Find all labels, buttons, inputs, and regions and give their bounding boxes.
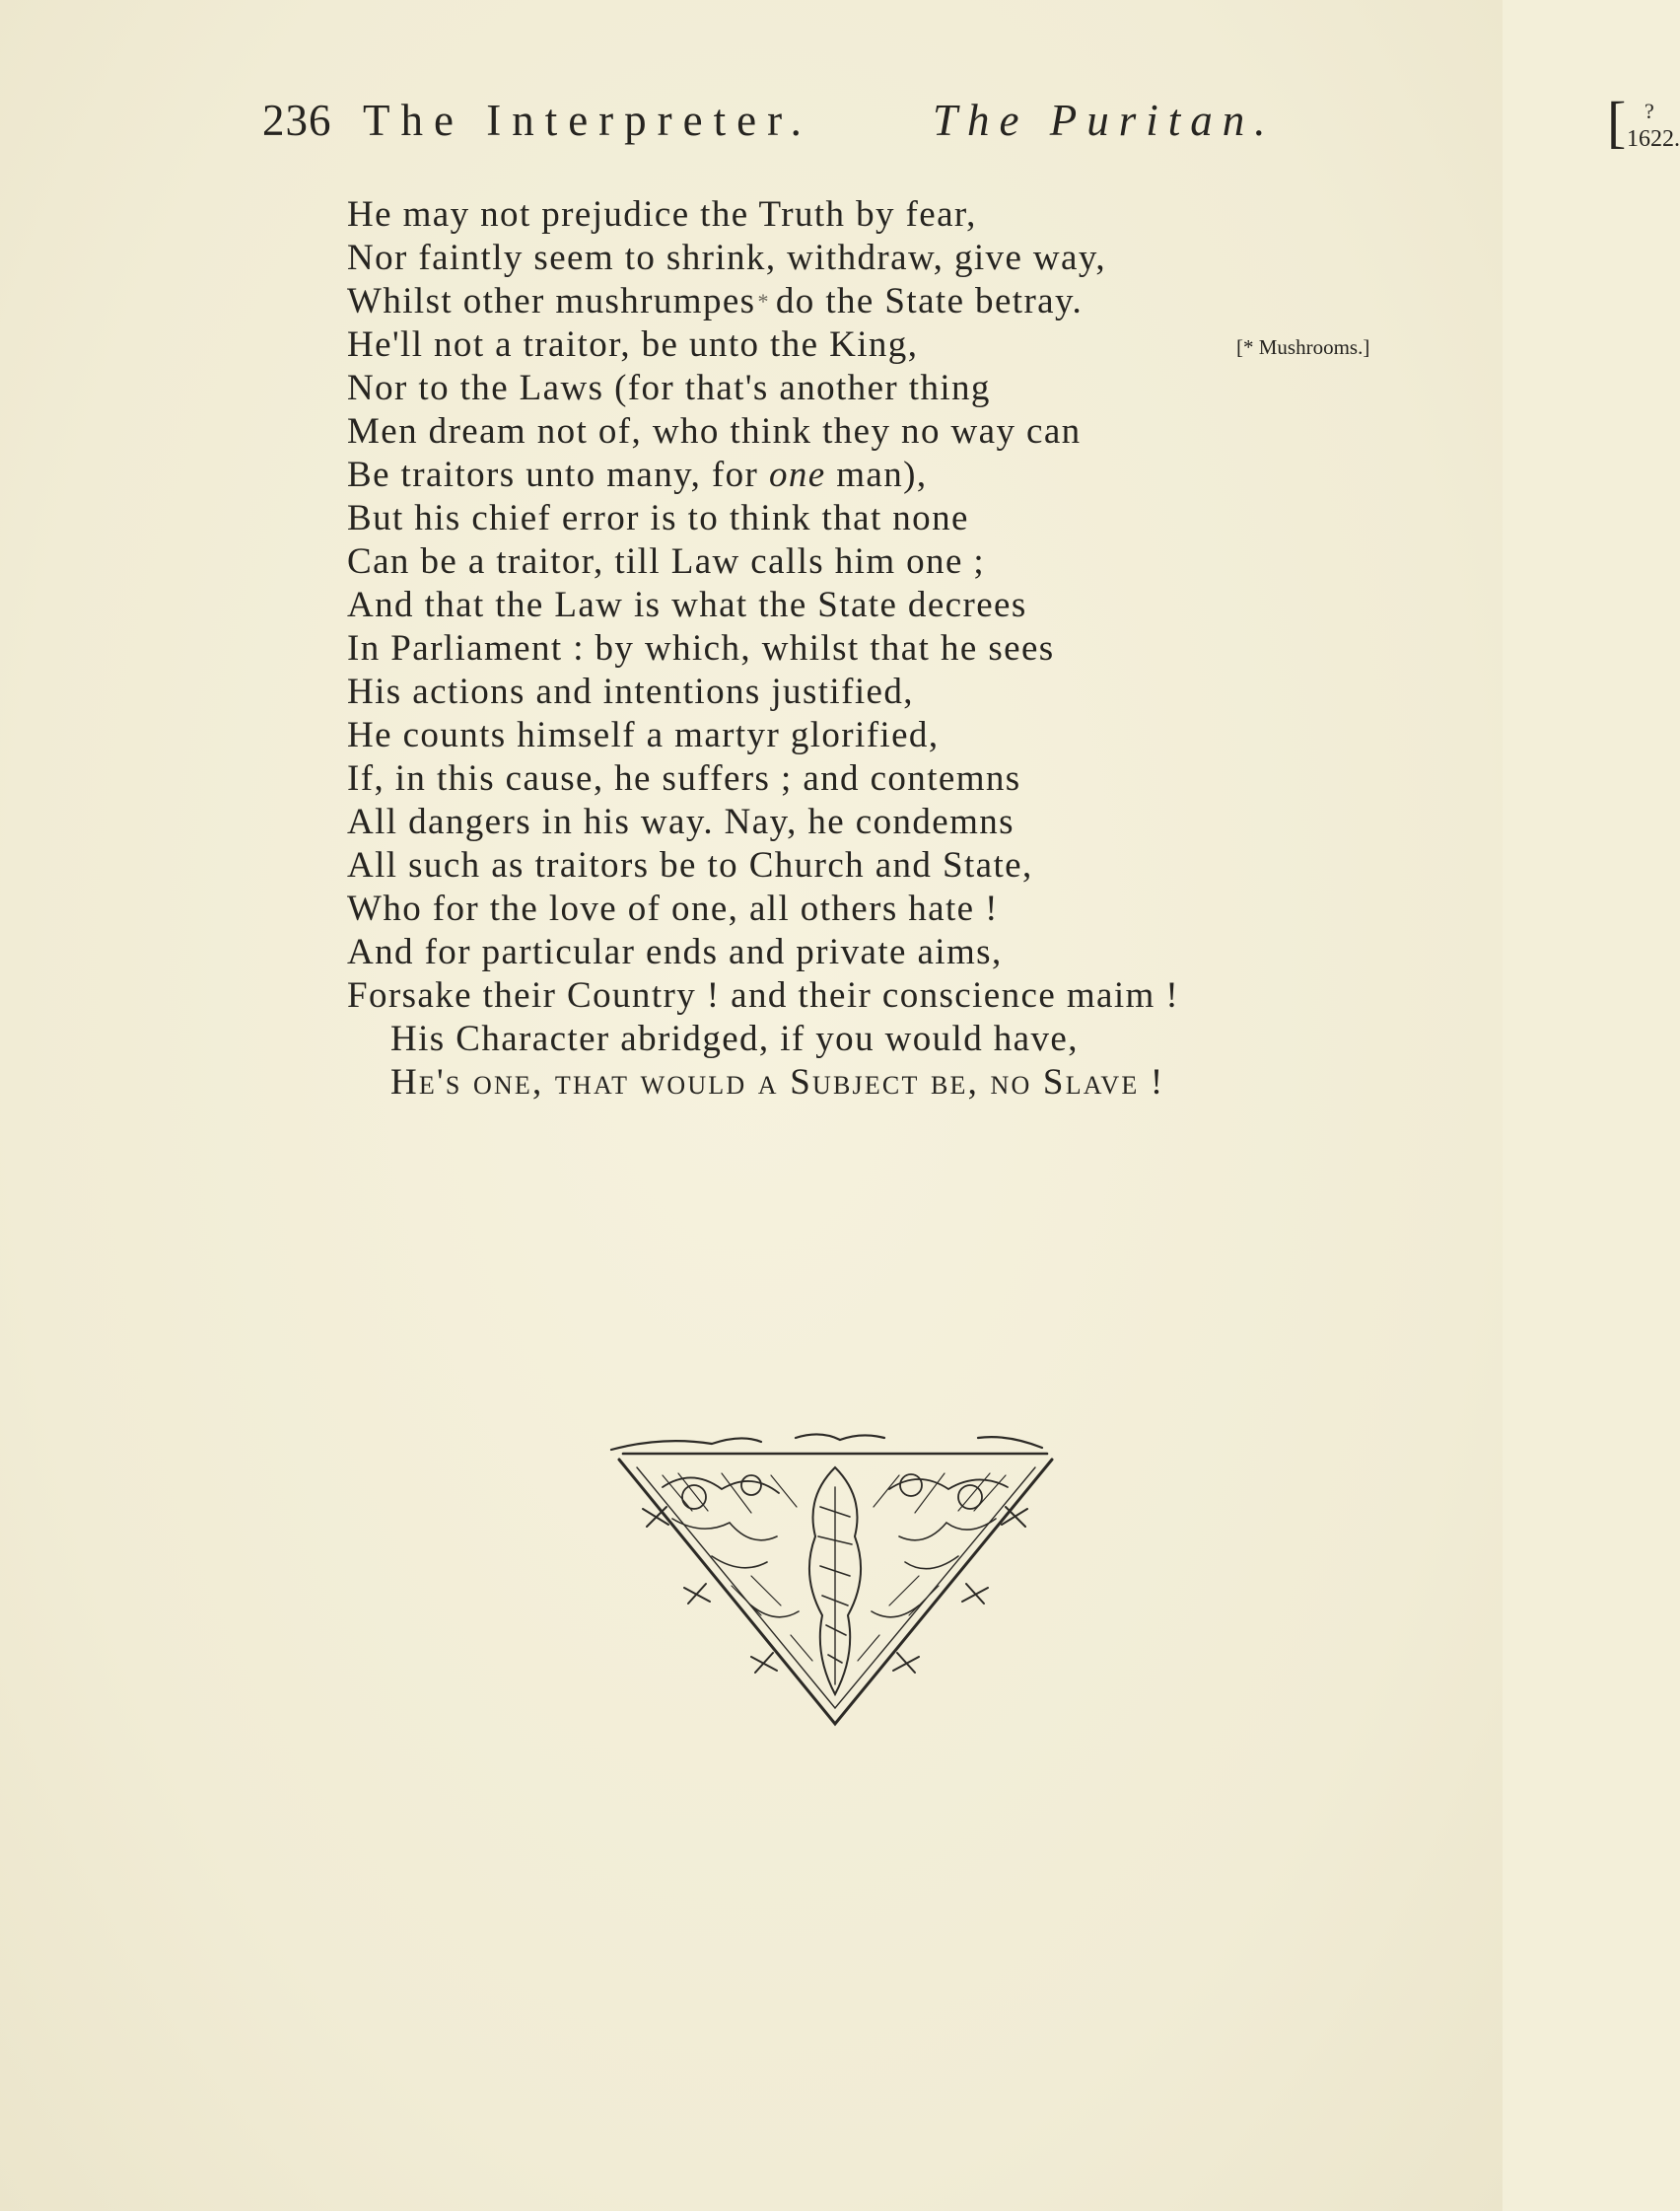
poem-line: Who for the love of one, all others hate ! [347, 889, 999, 929]
poem-line: He may not prejudice the Truth by fear, [347, 194, 977, 235]
poem-line: Nor to the Laws (for that's another thing [347, 368, 991, 408]
date-query-mark: ? [1645, 99, 1654, 123]
poem-line-text: Be traitors unto many, for [347, 455, 759, 495]
triangular-floral-tailpiece-icon [603, 1428, 1067, 1734]
poem-line: His actions and intentions justified, [347, 672, 914, 712]
poem-line: All such as traitors be to Church and State, [347, 845, 1033, 886]
margin-note: [* Mushrooms.] [1236, 335, 1370, 359]
poem-line [347, 454, 1392, 497]
poem-line: Forsake their Country ! and their conscience maim ! [347, 975, 1180, 1016]
poem-line-tail: do the State betray. [775, 281, 1084, 321]
date-year: 1622. [1627, 126, 1680, 152]
poem [347, 193, 1392, 1105]
poem-line: Men dream not of, who think they no way can [347, 411, 1082, 452]
running-header [262, 90, 1680, 154]
poem-line: Nor faintly seem to shrink, withdraw, give way, [347, 238, 1107, 278]
poem-line-text: Whilst other mushrumpes [347, 281, 756, 321]
poem-line: And that the Law is what the State decrees [347, 585, 1027, 625]
poem-line: But his chief error is to think that none [347, 498, 969, 538]
poem-line: And for particular ends and private aims, [347, 932, 1003, 972]
poem-line [347, 280, 1392, 323]
poem-line: His Character abridged, if you would have, [390, 1019, 1079, 1059]
date-bracket: [ [1607, 90, 1627, 154]
poem-line: All dangers in his way. Nay, he condemns [347, 802, 1015, 842]
poem-line: If, in this cause, he suffers ; and contemns [347, 758, 1021, 799]
running-subtitle: The Puritan. [933, 96, 1276, 145]
poem-line: Can be a traitor, till Law calls him one ; [347, 541, 986, 582]
poem-line: He counts himself a martyr glorified, [347, 715, 940, 755]
poem-line: In Parliament : by which, whilst that he sees [347, 628, 1055, 669]
poem-line: He'll not a traitor, be unto the King, [347, 324, 919, 365]
running-title: The Interpreter. [363, 96, 812, 145]
page-number: 236 [262, 96, 332, 145]
poem-line-tail: man), [836, 455, 928, 495]
italic-word: one [768, 455, 826, 495]
poem-closing-line: He's one, that would a Subject be, no Slave ! [390, 1062, 1165, 1103]
footnote-marker: * [757, 289, 770, 314]
